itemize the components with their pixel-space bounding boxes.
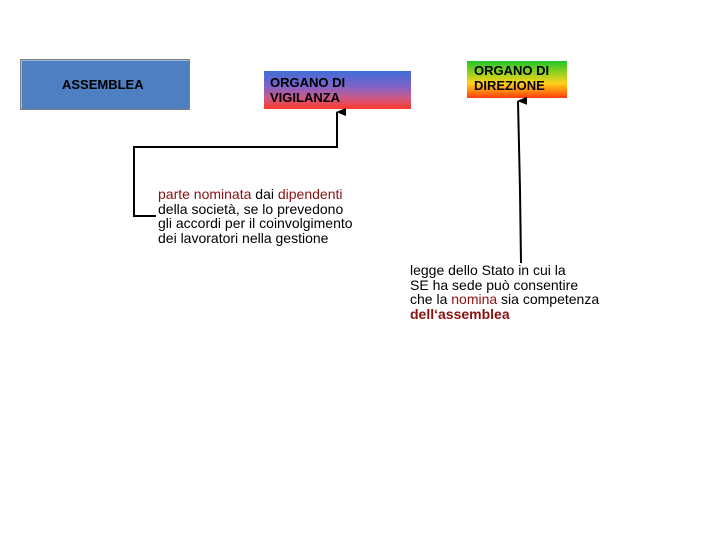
- direzione-nomination-note: [410, 263, 660, 321]
- note-2-text-sia-competenza: sia competenza: [497, 291, 600, 307]
- vigilanza-label-line-2: VIGILANZA: [270, 90, 341, 105]
- note-1-emphasis-dipendenti: dipendenti: [277, 186, 343, 202]
- note-2-text-che-la: che la: [410, 291, 452, 307]
- note-1-emphasis-parte-nominata: parte nominata: [158, 186, 252, 202]
- direzione-label-line-1: ORGANO DI: [474, 63, 550, 78]
- vigilanza-label-line-1: ORGANO DI: [270, 75, 346, 90]
- note-1-line-2: della società, se lo prevedono: [158, 200, 344, 217]
- direzione-connector-arrow: [518, 101, 521, 263]
- note-1-text-dai: dai: [251, 186, 278, 202]
- note-1-line-3: gli accordi per il coinvolgimento: [158, 215, 353, 231]
- note-2-line-2: SE ha sede può consentire: [410, 276, 579, 293]
- note-2-line-4: [410, 307, 660, 322]
- note-1-line-4: dei lavoratori nella gestione: [158, 229, 329, 246]
- note-2-line-3: [410, 292, 660, 307]
- vigilanza-nomination-note: [158, 187, 398, 245]
- note-2-emphasis-nomina: nomina: [451, 291, 498, 307]
- note-2-emphasis-assemblea: dell‘assemblea: [410, 305, 510, 322]
- note-1-line-1: [158, 187, 398, 202]
- direzione-label-line-2: DIREZIONE: [474, 78, 545, 93]
- assemblea-label: ASSEMBLEA: [62, 77, 144, 92]
- note-2-line-1: legge dello Stato in cui la: [410, 262, 566, 278]
